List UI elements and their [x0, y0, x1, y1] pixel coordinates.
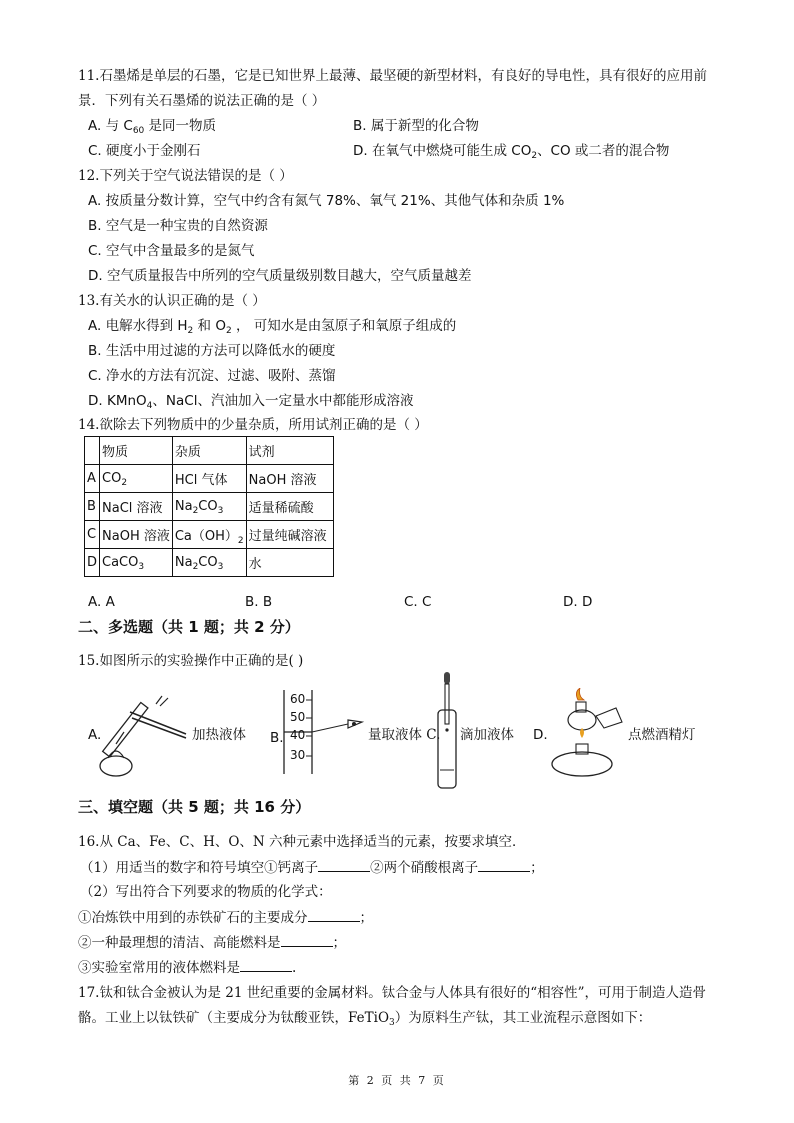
q11-option-a: A. 与 $C_{60}$ 是同一物质	[88, 118, 217, 136]
substance-cell: $CO_2$	[100, 465, 173, 493]
table-cell	[85, 437, 100, 465]
q14-table	[84, 436, 334, 577]
q16-stem: 16.从 Ca、Fe、C、H、O、N 六种元素中选择适当的元素，按要求填空．	[78, 834, 526, 850]
q11-stem-line1: 11.石墨烯是单层的石墨，它是已知世界上最薄、最坚硬的新型材料，有良好的导电性，具有很好的应用前	[78, 68, 707, 84]
impurity-cell: $Na_2CO_3$	[172, 493, 246, 521]
q15-label-b: B.	[270, 730, 284, 746]
alcohol-lamp-figure	[548, 688, 630, 780]
q16-part2: （2）写出符合下列要求的物质的化学式：	[80, 884, 332, 900]
heating-liquid-figure	[96, 684, 196, 784]
answer-blank[interactable]	[281, 932, 333, 947]
q14-option-c: C. C	[404, 594, 432, 610]
q14-option-b: B. B	[245, 594, 273, 610]
answer-blank[interactable]	[308, 907, 360, 922]
q13-option-b: B. 生活中用过滤的方法可以降低水的硬度	[88, 343, 336, 359]
table-row	[85, 493, 334, 521]
reagent-cell: NaOH 溶液	[246, 465, 333, 493]
q13-option-c: C. 净水的方法有沉淀、过滤、吸附、蒸馏	[88, 368, 336, 384]
q14-stem: 14.欲除去下列物质中的少量杂质，所用试剂正确的是（ ）	[78, 417, 428, 433]
substance-cell: NaCl 溶液	[100, 493, 173, 521]
q15-label-a: A.	[88, 727, 102, 743]
row-label: D	[85, 549, 100, 577]
table-header-cell: 试剂	[246, 437, 333, 465]
row-label: B	[85, 493, 100, 521]
q17-line1: 17.钛和钛合金被认为是 21 世纪重要的金属材料。钛合金与人体具有很好的“相容性”，可用于制造人造骨	[78, 985, 707, 1001]
answer-blank[interactable]	[478, 857, 530, 872]
cylinder-tick-50: 50	[290, 710, 306, 724]
q12-option-d: D. 空气质量报告中所列的空气质量级别数目越大，空气质量越差	[88, 268, 472, 284]
q14-option-d: D. D	[563, 594, 593, 610]
table-header-cell: 物质	[100, 437, 173, 465]
q15-caption-b: 量取液体 C.	[368, 727, 441, 743]
dropper-tube-figure	[432, 670, 462, 792]
impurity-cell: $Na_2CO_3$	[172, 549, 246, 577]
q12-option-a: A. 按质量分数计算，空气中约含有氮气 78%、氧气 21%、其他气体和杂质 1%	[88, 193, 565, 209]
table-header-row	[85, 437, 334, 465]
cylinder-tick-40: 40	[290, 728, 306, 742]
page-footer: 第 2 页 共 7 页	[348, 1074, 446, 1087]
row-label: C	[85, 521, 100, 549]
q16-part1: （1）用适当的数字和符号填空①钙离子 ②两个硝酸根离子 ；	[80, 857, 544, 878]
cylinder-tick-30: 30	[290, 748, 306, 762]
substance-cell: NaOH 溶液	[100, 521, 173, 549]
q12-option-c: C. 空气中含量最多的是氮气	[88, 243, 255, 259]
q13-stem: 13.有关水的认识正确的是（ ）	[78, 293, 266, 309]
q15-caption-d: 点燃酒精灯	[628, 727, 696, 743]
answer-blank[interactable]	[240, 957, 292, 972]
q15-caption-c: 滴加液体	[460, 727, 514, 743]
q16-item2: ②一种最理想的清洁、高能燃料是 ；	[78, 932, 346, 953]
row-label: A	[85, 465, 100, 493]
q13-option-d: D. KMnO$_4$、NaCl、汽油加入一定量水中都能形成溶液	[88, 393, 414, 411]
reagent-cell: 水	[246, 549, 333, 577]
q11-option-b: B. 属于新型的化合物	[353, 118, 479, 134]
q16-item1: ①冶炼铁中用到的赤铁矿石的主要成分 ；	[78, 907, 373, 928]
q11-stem-line2: 景．下列有关石墨烯的说法正确的是（ ）	[78, 93, 326, 109]
cylinder-tick-60: 60	[290, 692, 306, 706]
q13-option-a: A. 电解水得到 $H_2$ 和 $O_2$ ， 可知水是由氢原子和氧原子组成的	[88, 318, 457, 336]
section-heading-multi-choice: 二、多选题（共 1 题；共 2 分）	[78, 618, 300, 636]
table-row	[85, 521, 334, 549]
table-header-cell: 杂质	[172, 437, 246, 465]
q15-stem: 15.如图所示的实验操作中正确的是( )	[78, 653, 304, 669]
q16-item3: ③实验室常用的液体燃料是 .	[78, 957, 296, 978]
q14-option-a: A. A	[88, 594, 115, 610]
reagent-cell: 适量稀硫酸	[246, 493, 333, 521]
impurity-cell: $Ca(OH)_2$	[172, 521, 246, 549]
q12-stem: 12.下列关于空气说法错误的是（ ）	[78, 168, 293, 184]
table-row	[85, 549, 334, 577]
q15-caption-a: 加热液体	[192, 727, 246, 743]
q12-option-b: B. 空气是一种宝贵的自然资源	[88, 218, 268, 234]
q15-label-d: D.	[533, 727, 548, 743]
answer-blank[interactable]	[318, 857, 370, 872]
table-row	[85, 465, 334, 493]
q17-line2: 骼。工业上以钛铁矿（主要成分为钛酸亚铁，FeTiO$_3$）为原料生产钛，其工业流程示意图如下：	[78, 1010, 652, 1028]
substance-cell: CaCO$_3$	[100, 549, 173, 577]
q11-option-c: C. 硬度小于金刚石	[88, 143, 201, 159]
section-heading-fill-in: 三、填空题（共 5 题；共 16 分）	[78, 798, 311, 816]
reagent-cell: 过量纯碱溶液	[246, 521, 333, 549]
q11-option-d: D. 在氧气中燃烧可能生成 $CO_2$、CO 或二者的混合物	[353, 143, 670, 161]
impurity-cell: HCl 气体	[172, 465, 246, 493]
